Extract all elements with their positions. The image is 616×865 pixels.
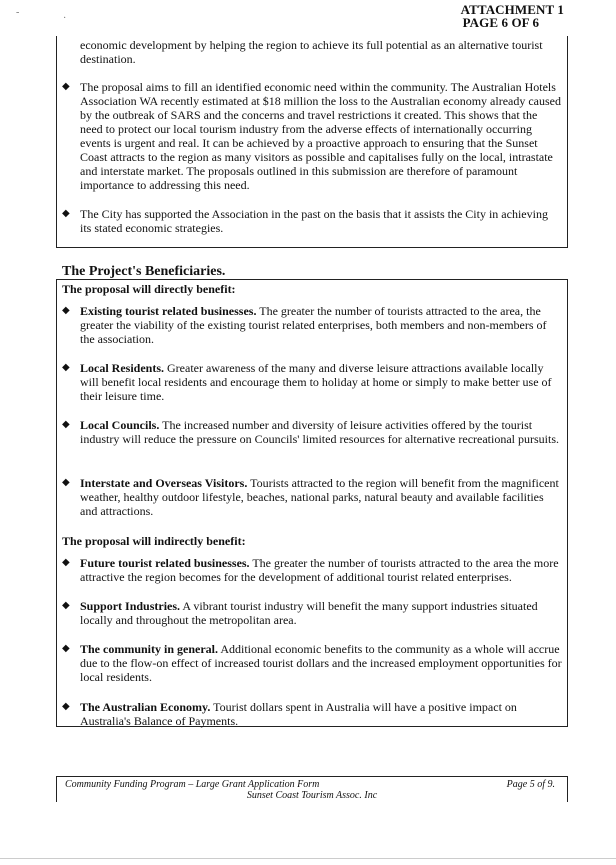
paragraph: The City has supported the Association in the past on the basis that it assists the City in achieving its stated economic strategies. [80,207,548,235]
item-text: The greater the number of tourists attracted to the area the more attractive the region becomes for the development of additional tourist related enterprises. [80,556,559,584]
footer-organisation: Sunset Coast Tourism Assoc. Inc [246,790,378,801]
item-text: The greater the number of tourists attracted to the area, the greater the viability of the existing tourist related enterprises, both members and non-members of the association. [80,304,547,346]
bullet-icon [62,599,70,613]
item-label: The Australian Economy. [80,700,211,714]
item-label: Support Industries. [80,599,181,613]
item-label: Existing tourist related businesses. [80,304,257,318]
list-item [80,599,562,627]
list-item [80,642,562,684]
direct-benefit-heading: The proposal will directly benefit: [62,282,236,296]
scan-marks [16,6,67,24]
bullet-icon [62,642,70,656]
attachment-number: ATTACHMENT 1 [460,2,564,17]
list-item [80,700,562,728]
item-text: Tourists attracted to the region will benefit from the magnificent weather, healthy outdoor lifestyle, beaches, national parks, natural beauty and available facilities and attractions. [80,476,559,518]
item-label: Interstate and Overseas Visitors. [80,476,248,490]
paragraph: The proposal aims to fill an identified economic need within the community. The Australian Hotels Association WA recently estimated at $18 million the loss to the Australian economy already caused by the outbreak of SARS and the concerns and travel restrictions it created. This shows that the need to protect our local tourism industry from the adverse effects of internationally occurring events is urgent and real. It can be achieved by a proactive approach to ensuring that the Sunset Coast attracts to the region as many visitors as possible and capitalises fully on the local, intrastate and interstate market. The proposals outlined in this submission are therefore of paramount importance to addressing this need. [80,80,561,192]
item-label: Future tourist related businesses. [80,556,250,570]
page-footer [56,776,568,802]
attachment-label [461,3,564,29]
bullet-icon [62,80,70,94]
paragraph: economic development by helping the region to achieve its full potential as an alternative tourist destination. [80,38,543,66]
scan-mark: · [63,13,67,24]
page-edge-line [0,858,616,859]
list-item [80,361,562,403]
list-item [80,304,562,346]
bullet-icon [62,304,70,318]
item-text: A vibrant tourist industry will benefit the many support industries situated locally and throughout the metropolitan area. [80,599,538,627]
bullet-icon [62,476,70,490]
item-text: Additional economic benefits to the community as a whole will accrue due to the flow-on effect of increased tourist dollars and the increased employment opportunities for local residents. [80,642,562,684]
bullet-icon [62,207,70,221]
bullet-icon [62,556,70,570]
item-label: Local Councils. [80,418,160,432]
bullet-icon [62,700,70,714]
footer-page-number: Page 5 of 9. [506,779,555,790]
scan-mark: - [16,7,20,18]
footer-form-title: Community Funding Program – Large Grant Application Form [65,779,320,790]
section-title: The Project's Beneficiaries. [62,264,226,279]
list-item [80,476,562,518]
bullet-icon [62,418,70,432]
list-item [80,556,562,584]
item-text: The increased number and diversity of leisure activities offered by the tourist industry will reduce the pressure on Councils' limited resources for alternative recreational pursuits. [80,418,560,446]
item-label: The community in general. [80,642,218,656]
item-text: Greater awareness of the many and diverse leisure attractions available locally will benefit local residents and encourage them to holiday at home or simply to make better use of their leisure time. [80,361,552,403]
list-item [80,418,562,446]
page-indicator: PAGE 6 OF 6 [462,15,540,30]
indirect-benefit-heading: The proposal will indirectly benefit: [62,534,246,548]
item-label: Local Residents. [80,361,164,375]
bullet-icon [62,361,70,375]
item-text: Tourist dollars spent in Australia will have a positive impact on Australia's Balance of Payments. [80,700,517,728]
